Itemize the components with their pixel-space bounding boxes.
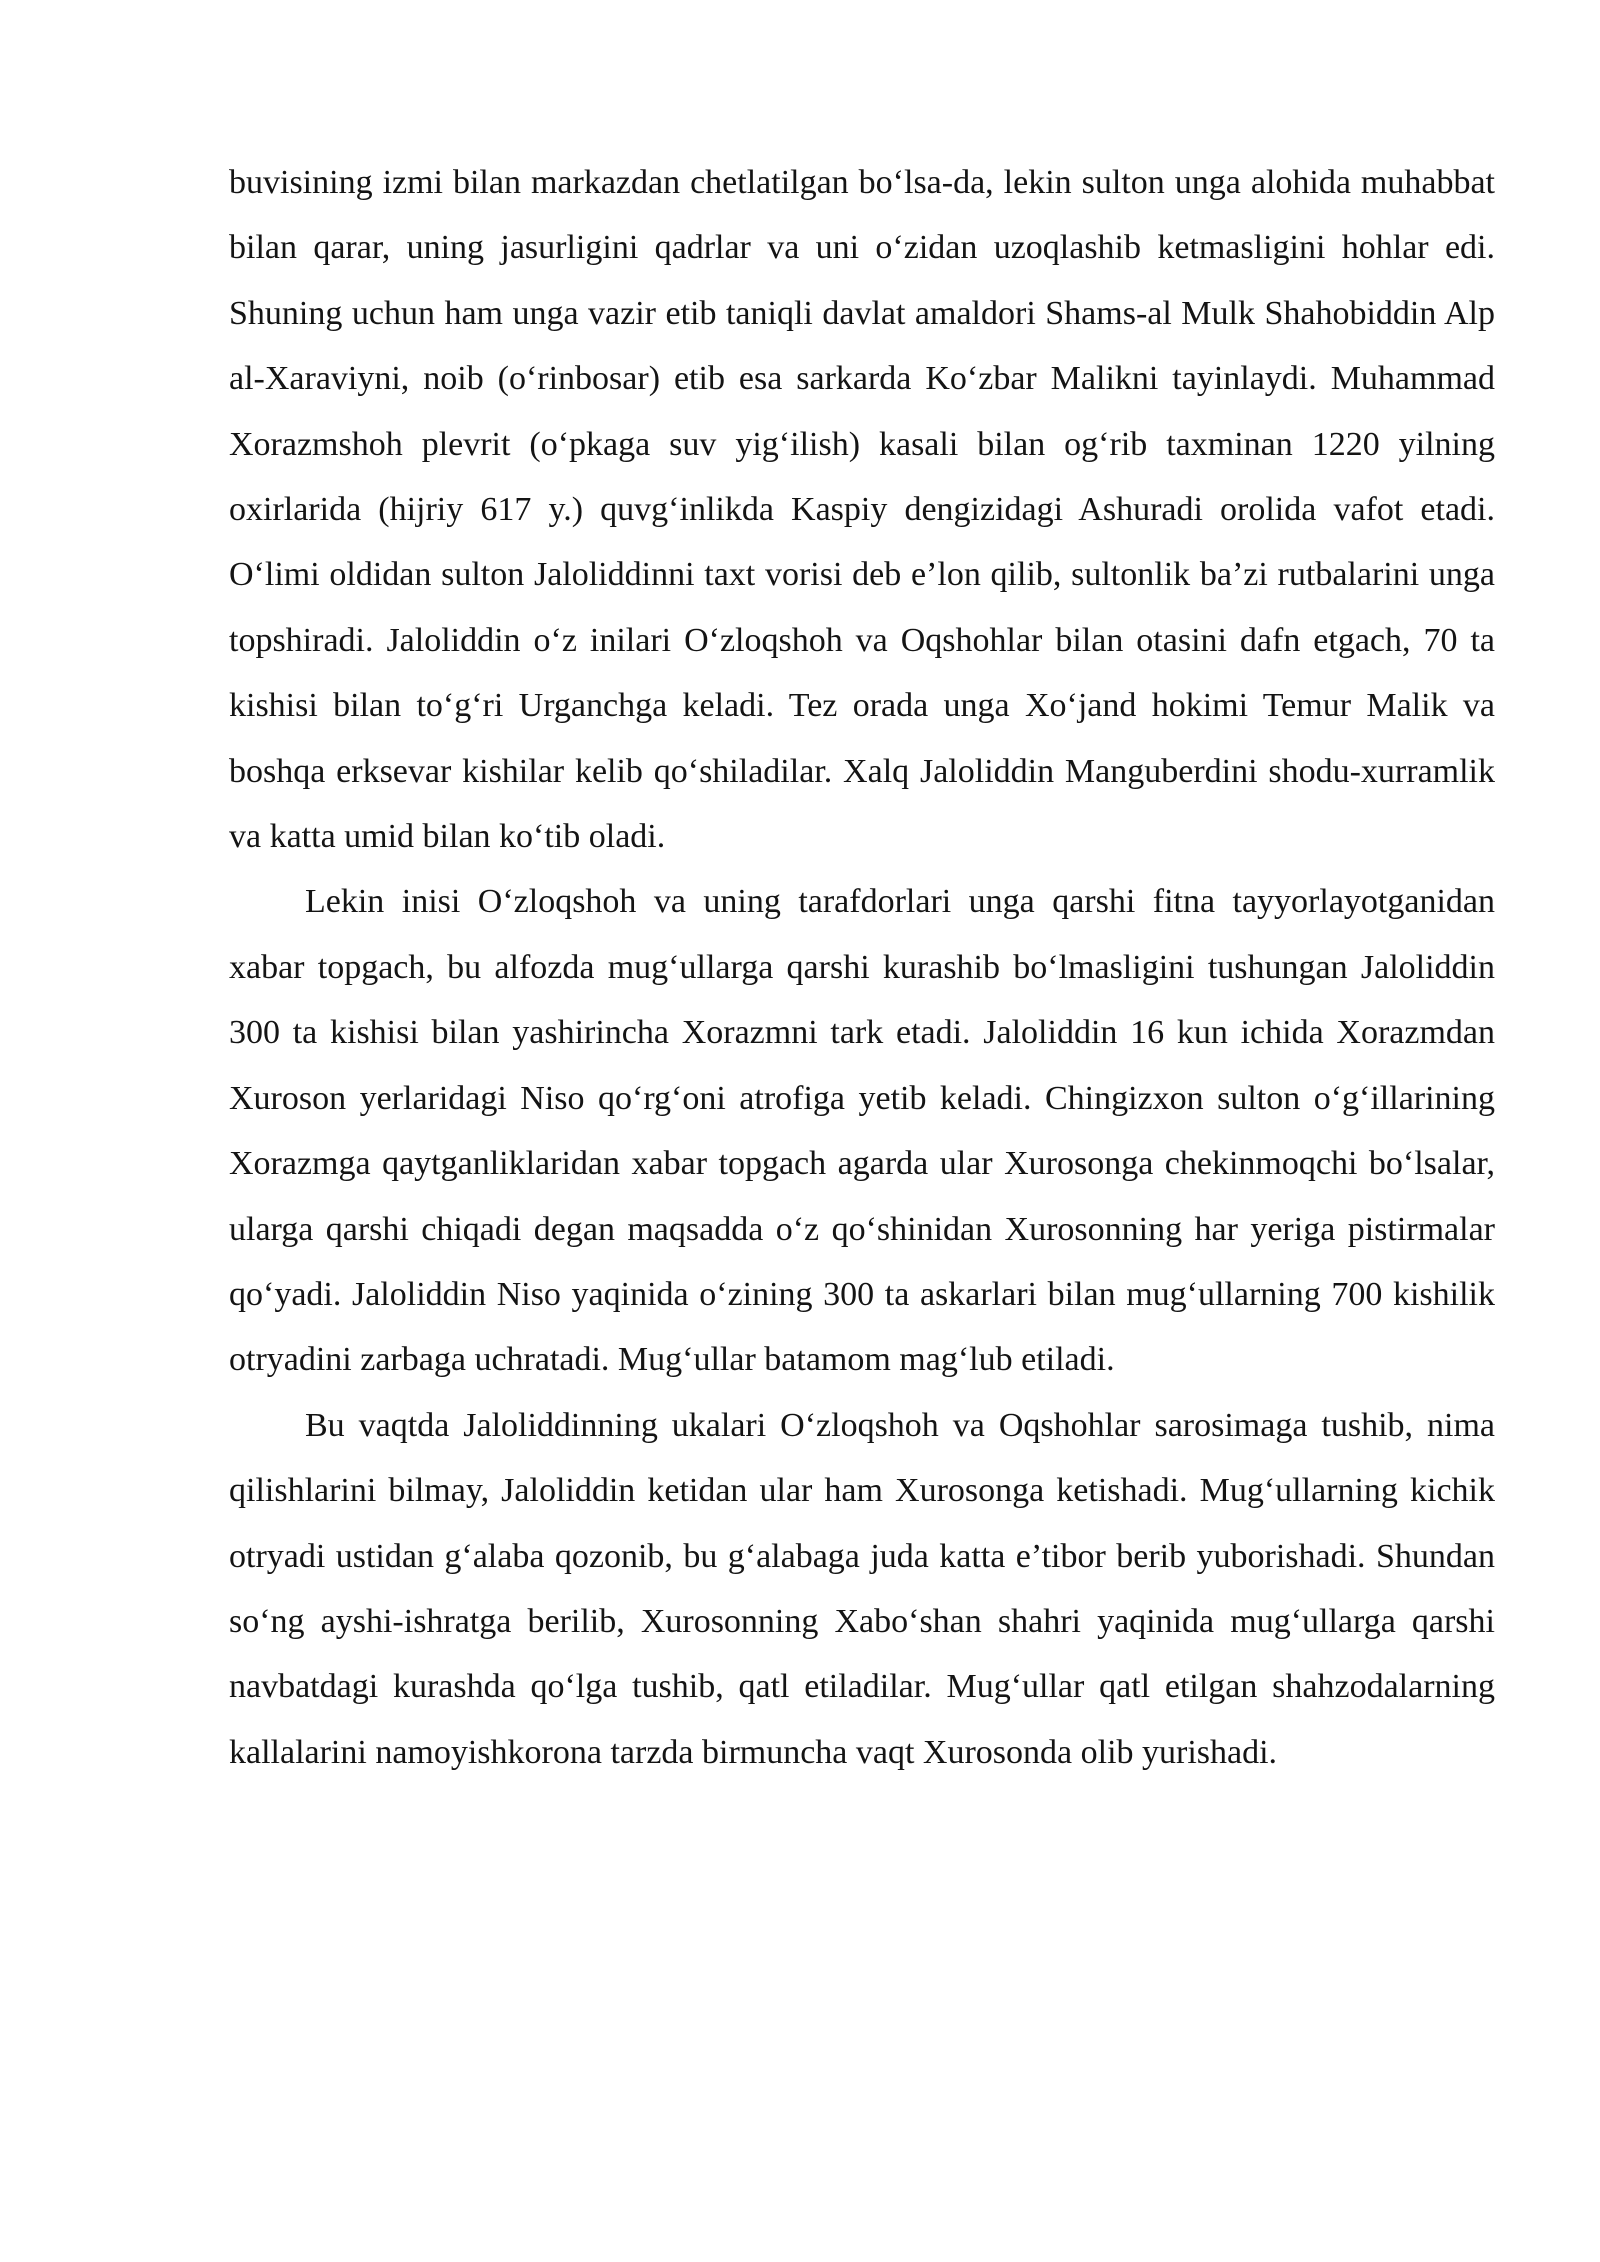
paragraph-3: Bu vaqtda Jaloliddinning ukalari O‘zloqshoh va Oqshohlar sarosimaga tushib, nima qilishlarini bilmay, Jaloliddin ketidan ular ham Xurosonga ketishadi. Mug‘ullarning kichik otryadi ustidan g‘alaba qozonib, bu g‘alabaga juda katta e’tibor berib yuborishadi. Shundan so‘ng ayshi-ishratga berilib, Xurosonning Xabo‘shan shahri yaqinida mug‘ullarga qarshi navbatdagi kurashda qo‘lga tushib, qatl etiladilar. Mug‘ullar qatl etilgan shahzodalarning kallalarini namoyishkorona tarzda birmuncha vaqt Xurosonda olib yurishadi.	[229, 1406, 1495, 1771]
paragraph-1: buvisining izmi bilan markazdan chetlatilgan bo‘lsa-da, lekin sulton unga alohida muhabbat bilan qarar, uning jasurligini qadrlar va uni o‘zidan uzoqlashib ketmasligini hohlar edi. Shuning uchun ham unga vazir etib taniqli davlat amaldori Shams-al Mulk Shahobiddin Alp al-Xaraviyni, noib (o‘rinbosar) etib esa sarkarda Ko‘zbar Malikni tayinlaydi. Muhammad Xorazmshoh plevrit (o‘pkaga suv yig‘ilish) kasali bilan og‘rib taxminan 1220 yilning oxirlarida (hijriy 617 y.) quvg‘inlikda Kaspiy dengizidagi Ashuradi orolida vafot etadi. O‘limi oldidan sulton Jaloliddinni taxt vorisi deb e’lon qilib, sultonlik ba’zi rutbalarini unga topshiradi. Jaloliddin o‘z inilari O‘zloqshoh va Oqshohlar bilan otasini dafn etgach, 70 ta kishisi bilan to‘g‘ri Urganchga keladi. Tez orada unga Xo‘jand hokimi Temur Malik va boshqa erksevar kishilar kelib qo‘shiladilar. Xalq Jaloliddin Manguberdini shodu-xurramlik va katta umid bilan ko‘tib oladi.	[229, 164, 1495, 856]
body-text	[229, 150, 1495, 1785]
paragraph-2: Lekin inisi O‘zloqshoh va uning tarafdorlari unga qarshi fitna tayyorlayotganidan xabar topgach, bu alfozda mug‘ullarga qarshi kurashib bo‘lmasligini tushungan Jaloliddin 300 ta kishisi bilan yashirincha Xorazmni tark etadi. Jaloliddin 16 kun ichida Xorazmdan Xuroson yerlaridagi Niso qo‘rg‘oni atrofiga yetib keladi. Chingizxon sulton o‘g‘illarining Xorazmga qaytganliklaridan xabar topgach agarda ular Xurosonga chekinmoqchi bo‘lsalar, ularga qarshi chiqadi degan maqsadda o‘z qo‘shinidan Xurosonning har yeriga pistirmalar qo‘yadi. Jaloliddin Niso yaqinida o‘zining 300 ta askarlari bilan mug‘ullarning 700 kishilik otryadini zarbaga uchratadi. Mug‘ullar batamom mag‘lub etiladi.	[229, 883, 1495, 1379]
